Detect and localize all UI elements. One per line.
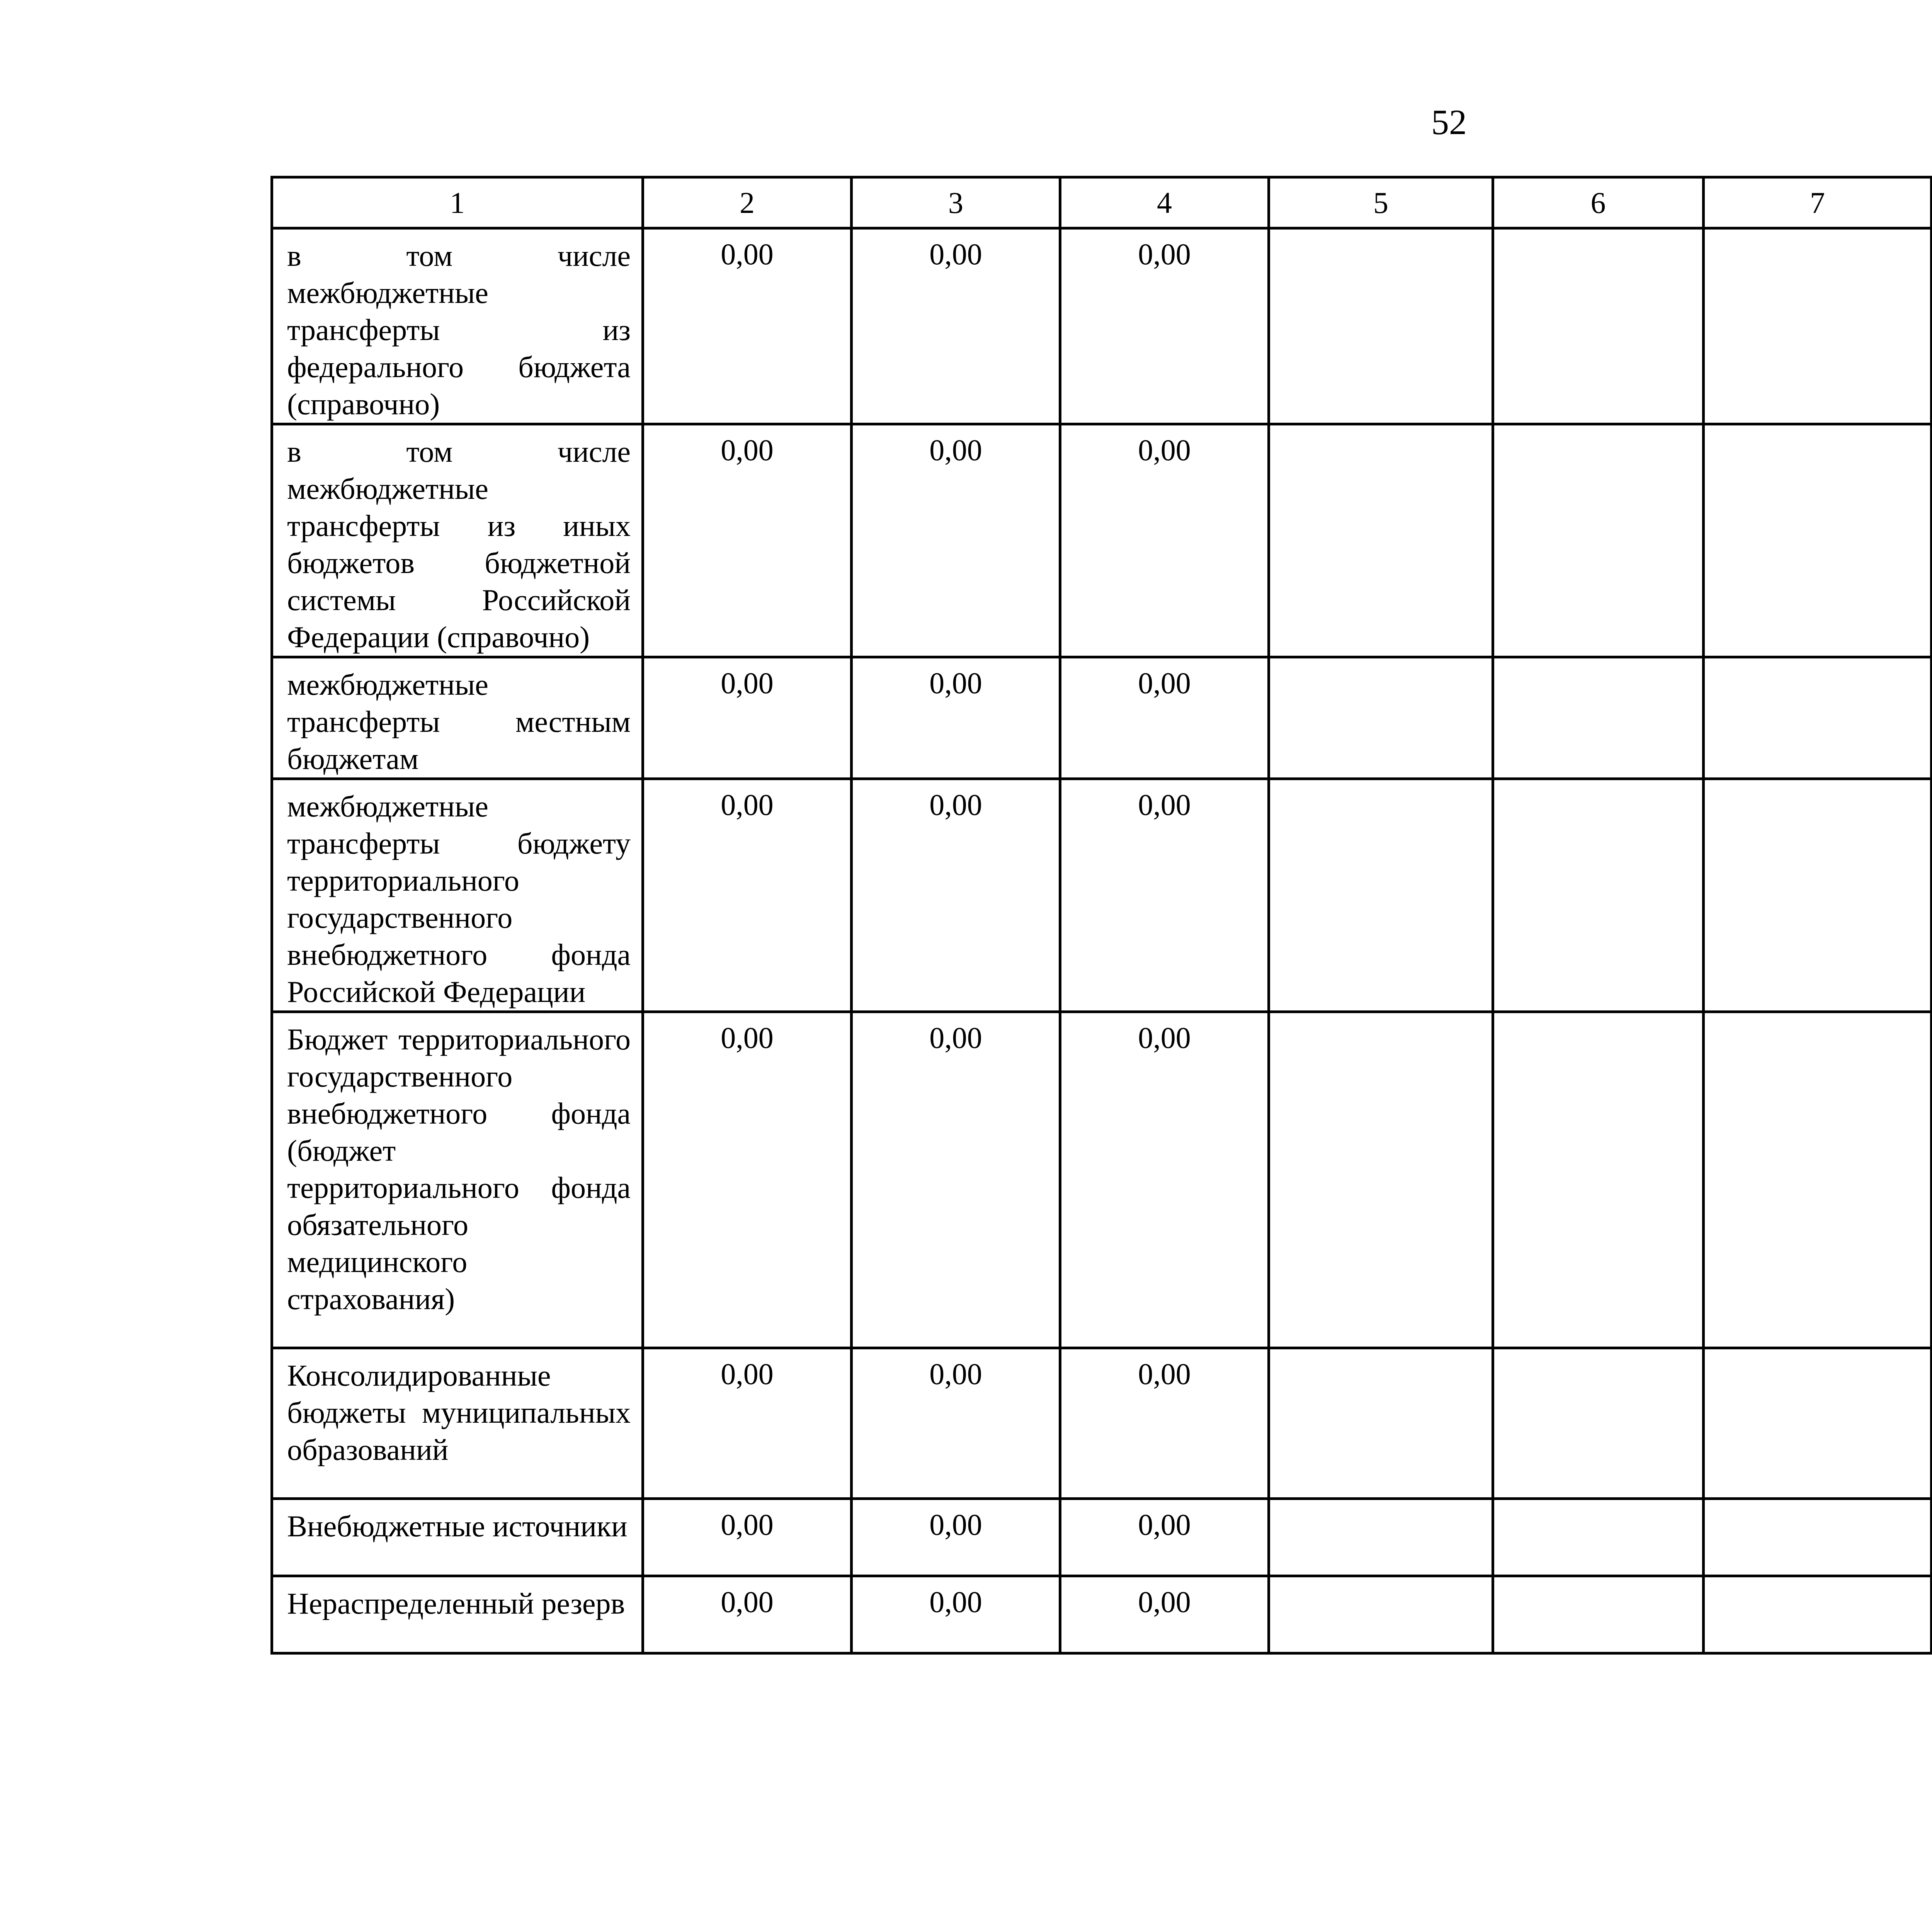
cell-value: 0,00 bbox=[643, 1348, 852, 1499]
empty-cell bbox=[1704, 1499, 1932, 1576]
column-header: 2 bbox=[643, 177, 852, 228]
table-row bbox=[272, 1012, 1932, 1348]
cell-value: 0,00 bbox=[852, 1576, 1060, 1653]
empty-cell bbox=[1704, 424, 1932, 657]
table-row bbox=[272, 657, 1932, 779]
empty-cell bbox=[1493, 1012, 1704, 1348]
cell-value: 0,00 bbox=[643, 1499, 852, 1576]
cell-value: 0,00 bbox=[643, 779, 852, 1012]
table-row bbox=[272, 424, 1932, 657]
empty-cell bbox=[1493, 1348, 1704, 1499]
row-label: Внебюджетные источники bbox=[272, 1499, 643, 1576]
budget-table bbox=[270, 176, 1932, 1655]
empty-cell bbox=[1269, 1348, 1493, 1499]
header-row bbox=[272, 177, 1932, 228]
cell-value: 0,00 bbox=[1060, 1012, 1269, 1348]
empty-cell bbox=[1493, 657, 1704, 779]
cell-value: 0,00 bbox=[852, 1012, 1060, 1348]
cell-value: 0,00 bbox=[643, 1576, 852, 1653]
cell-value: 0,00 bbox=[852, 228, 1060, 424]
column-header: 4 bbox=[1060, 177, 1269, 228]
cell-value: 0,00 bbox=[1060, 779, 1269, 1012]
column-header: 6 bbox=[1493, 177, 1704, 228]
cell-value: 0,00 bbox=[852, 424, 1060, 657]
empty-cell bbox=[1704, 1012, 1932, 1348]
row-label: Бюджет территориального государственного внебюджетного фонда (бюджет территориального фонда обязательного медицинского страхования) bbox=[272, 1012, 643, 1348]
empty-cell bbox=[1704, 657, 1932, 779]
cell-value: 0,00 bbox=[852, 1499, 1060, 1576]
column-header: 1 bbox=[272, 177, 643, 228]
cell-value: 0,00 bbox=[1060, 1348, 1269, 1499]
empty-cell bbox=[1269, 779, 1493, 1012]
cell-value: 0,00 bbox=[643, 228, 852, 424]
table-row bbox=[272, 1348, 1932, 1499]
table-row bbox=[272, 779, 1932, 1012]
table-row bbox=[272, 228, 1932, 424]
empty-cell bbox=[1269, 1012, 1493, 1348]
empty-cell bbox=[1493, 424, 1704, 657]
cell-value: 0,00 bbox=[1060, 657, 1269, 779]
empty-cell bbox=[1704, 1348, 1932, 1499]
empty-cell bbox=[1704, 228, 1932, 424]
table-row bbox=[272, 1499, 1932, 1576]
column-header: 3 bbox=[852, 177, 1060, 228]
empty-cell bbox=[1269, 228, 1493, 424]
cell-value: 0,00 bbox=[1060, 1499, 1269, 1576]
table-row bbox=[272, 1576, 1932, 1653]
empty-cell bbox=[1704, 779, 1932, 1012]
cell-value: 0,00 bbox=[852, 779, 1060, 1012]
row-label: Нераспределенный резерв bbox=[272, 1576, 643, 1653]
empty-cell bbox=[1493, 1499, 1704, 1576]
row-label: межбюджетные трансферты местным бюджетам bbox=[272, 657, 643, 779]
cell-value: 0,00 bbox=[643, 657, 852, 779]
cell-value: 0,00 bbox=[1060, 424, 1269, 657]
row-label: в том числе межбюджетные трансферты из федерального бюджета (справочно) bbox=[272, 228, 643, 424]
column-header: 7 bbox=[1704, 177, 1932, 228]
cell-value: 0,00 bbox=[643, 1012, 852, 1348]
cell-value: 0,00 bbox=[1060, 1576, 1269, 1653]
column-header: 5 bbox=[1269, 177, 1493, 228]
page-number: 52 bbox=[1431, 102, 1467, 142]
row-label: Консолидированные бюджеты муниципальных образований bbox=[272, 1348, 643, 1499]
cell-value: 0,00 bbox=[852, 657, 1060, 779]
empty-cell bbox=[1704, 1576, 1932, 1653]
cell-value: 0,00 bbox=[1060, 228, 1269, 424]
cell-value: 0,00 bbox=[852, 1348, 1060, 1499]
cell-value: 0,00 bbox=[643, 424, 852, 657]
row-label: межбюджетные трансферты бюджету территориального государственного внебюджетного фонда Российской Федерации bbox=[272, 779, 643, 1012]
empty-cell bbox=[1269, 1576, 1493, 1653]
row-label: в том числе межбюджетные трансферты из иных бюджетов бюджетной системы Российской Федерации (справочно) bbox=[272, 424, 643, 657]
empty-cell bbox=[1269, 424, 1493, 657]
empty-cell bbox=[1493, 1576, 1704, 1653]
empty-cell bbox=[1493, 779, 1704, 1012]
empty-cell bbox=[1493, 228, 1704, 424]
empty-cell bbox=[1269, 657, 1493, 779]
empty-cell bbox=[1269, 1499, 1493, 1576]
